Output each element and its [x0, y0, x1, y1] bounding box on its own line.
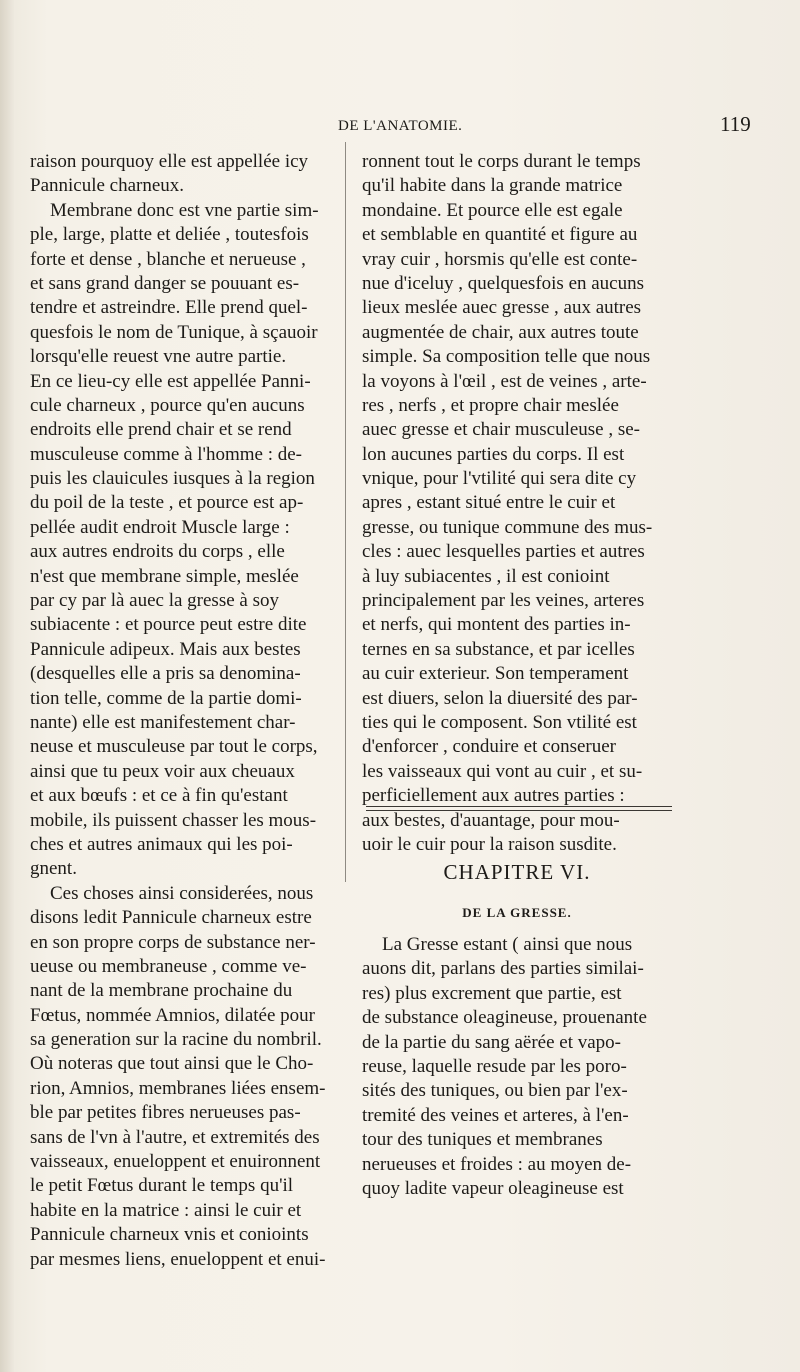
text-line: quesfois le nom de Tunique, à sçauoir — [30, 321, 318, 343]
text-line: ternes en sa substance, et par icelles — [362, 638, 635, 660]
text-line: cule charneux , pource qu'en aucuns — [30, 394, 305, 416]
left-column — [30, 150, 338, 1272]
chapter-divider-top — [366, 806, 672, 807]
running-head: DE L'ANATOMIE. — [338, 118, 463, 134]
text-line: mobile, ils puissent chasser les mous- — [30, 809, 317, 831]
text-line: nue d'iceluy , quelquesfois en aucuns — [362, 272, 645, 294]
text-line: de substance oleagineuse, prouenante — [362, 1007, 647, 1029]
text-line: de la partie du sang aërée et vapo- — [362, 1031, 622, 1053]
text-line: quoy ladite vapeur oleagineuse est — [362, 1177, 624, 1199]
text-line: pellée audit endroit Muscle large : — [30, 516, 290, 538]
text-line: apres , estant situé entre le cuir et — [362, 492, 616, 514]
text-line: lon aucunes parties du corps. Il est — [362, 443, 625, 465]
chapter-subtitle: DE LA GRESSE. — [462, 905, 572, 920]
chapter-divider-bottom — [366, 810, 672, 811]
text-line: vray cuir , horsmis qu'elle est conte- — [362, 248, 638, 270]
text-line: subiacente : et pource peut estre dite — [30, 614, 307, 636]
text-line: ainsi que tu peux voir aux cheuaux — [30, 760, 295, 782]
text-line: nerueuses et froides : au moyen de- — [362, 1153, 632, 1175]
text-line: aux bestes, d'auantage, pour mou- — [362, 809, 620, 831]
text-line: ties qui le composent. Son vtilité est — [362, 711, 637, 733]
text-line: En ce lieu-cy elle est appellée Panni- — [30, 370, 311, 392]
column-rule — [345, 142, 346, 882]
text-line: par mesmes liens, enueloppent et enui- — [30, 1248, 326, 1270]
text-line: sités des tuniques, ou bien par l'ex- — [362, 1080, 628, 1102]
text-line: les vaisseaux qui vont au cuir , et su- — [362, 760, 643, 782]
text-line: par cy par là auec la gresse à soy — [30, 590, 279, 612]
chapter-title: CHAPITRE VI. — [443, 860, 591, 884]
text-line: sa generation sur la racine du nombril. — [30, 1029, 322, 1051]
text-line: gresse, ou tunique commune des mus- — [362, 516, 653, 538]
text-line: (desquelles elle a pris sa denomina- — [30, 663, 301, 685]
text-line: mondaine. Et pource elle est egale — [362, 199, 623, 221]
text-line: Pannicule adipeux. Mais aux bestes — [30, 638, 301, 660]
text-line: du poil de la teste , et pource est ap- — [30, 492, 304, 514]
text-line: est diuers, selon la diuersité des par- — [362, 687, 638, 709]
text-line: aux autres endroits du corps , elle — [30, 541, 285, 563]
text-line: et aux bœufs : et ce à fin qu'estant — [30, 785, 288, 807]
text-line: neuse et musculeuse par tout le corps, — [30, 736, 318, 758]
text-line: res , nerfs , et propre chair meslée — [362, 394, 619, 416]
text-line: rion, Amnios, membranes liées ensem- — [30, 1077, 326, 1099]
text-line: Ces choses ainsi considerées, nous — [50, 882, 314, 904]
text-line: Membrane donc est vne partie sim- — [50, 199, 319, 221]
text-line: tour des tuniques et membranes — [362, 1129, 603, 1151]
text-line: nant de la membrane prochaine du — [30, 980, 293, 1002]
text-line: vaisseaux, enueloppent et enuironnent — [30, 1151, 321, 1173]
text-line: puis les clauicules iusques à la region — [30, 468, 315, 490]
text-line: qu'il habite dans la grande matrice — [362, 175, 623, 197]
text-line: vnique, pour l'vtilité qui sera dite cy — [362, 468, 637, 490]
text-line: au cuir exterieur. Son temperament — [362, 663, 629, 685]
text-line: auec gresse et chair musculeuse , se- — [362, 419, 641, 441]
text-line: La Gresse estant ( ainsi que nous — [382, 934, 633, 955]
text-line: principalement par les veines, arteres — [362, 590, 645, 612]
text-line: Pannicule charneux. — [30, 175, 185, 197]
chapter-body — [362, 933, 672, 1201]
page-gutter-shadow — [0, 0, 14, 1372]
text-line: ches et autres animaux qui les poi- — [30, 833, 293, 855]
text-line: à luy subiacentes , il est conioint — [362, 565, 610, 587]
text-line: habite en la matrice : ainsi le cuir et — [30, 1199, 302, 1221]
text-line: perficiellement aux autres parties : — [362, 785, 625, 807]
text-line: reuse, laquelle resude par les poro- — [362, 1055, 627, 1077]
text-line: la voyons à l'œil , est de veines , arte- — [362, 370, 647, 392]
text-line: le petit Fœtus durant le temps qu'il — [30, 1175, 294, 1197]
text-line: nante) elle est manifestement char- — [30, 711, 296, 733]
text-line: ble par petites fibres nerueuses pas- — [30, 1102, 301, 1124]
text-line: d'enforcer , conduire et conseruer — [362, 736, 616, 758]
text-line: res) plus excrement que partie, est — [362, 982, 622, 1004]
text-line: ueuse ou membraneuse , comme ve- — [30, 955, 307, 977]
text-line: et nerfs, qui montent des parties in- — [362, 614, 631, 636]
text-line: ple, large, platte et deliée , toutesfois — [30, 224, 309, 246]
text-line: augmentée de chair, aux autres toute — [362, 321, 639, 343]
text-line: disons ledit Pannicule charneux estre — [30, 907, 312, 929]
text-line: tendre et astreindre. Elle prend quel- — [30, 297, 308, 319]
text-line: Où noteras que tout ainsi que le Cho- — [30, 1053, 314, 1075]
text-line: sans de l'vn à l'autre, et extremités des — [30, 1126, 320, 1148]
text-line: tremité des veines et arteres, à l'en- — [362, 1104, 629, 1126]
text-line: en son propre corps de substance ner- — [30, 931, 316, 953]
text-line: uoir le cuir pour la raison susdite. — [362, 833, 617, 855]
text-line: musculeuse comme à l'homme : de- — [30, 443, 302, 465]
text-line: raison pourquoy elle est appellée icy — [30, 151, 309, 172]
text-line: et semblable en quantité et figure au — [362, 224, 638, 246]
text-line: auons dit, parlans des parties similai- — [362, 958, 644, 980]
text-line: et sans grand danger se pouuant es- — [30, 272, 300, 294]
text-line: forte et dense , blanche et nerueuse , — [30, 248, 306, 270]
text-line: n'est que membrane simple, meslée — [30, 565, 299, 587]
text-line: ronnent tout le corps durant le temps — [362, 151, 641, 172]
text-line: endroits elle prend chair et se rend — [30, 419, 292, 441]
page-number: 119 — [720, 112, 751, 136]
text-line: Pannicule charneux vnis et conioints — [30, 1224, 309, 1246]
text-line: gnent. — [30, 858, 77, 880]
text-line: lorsqu'elle reuest vne autre partie. — [30, 346, 287, 368]
text-line: simple. Sa composition telle que nous — [362, 346, 651, 368]
right-column — [362, 150, 672, 857]
text-line: lieux meslée auec gresse , aux autres — [362, 297, 642, 319]
text-line: Fœtus, nommée Amnios, dilatée pour — [30, 1004, 315, 1026]
text-line: cles : auec lesquelles parties et autres — [362, 541, 645, 563]
text-line: tion telle, comme de la partie domi- — [30, 687, 302, 709]
